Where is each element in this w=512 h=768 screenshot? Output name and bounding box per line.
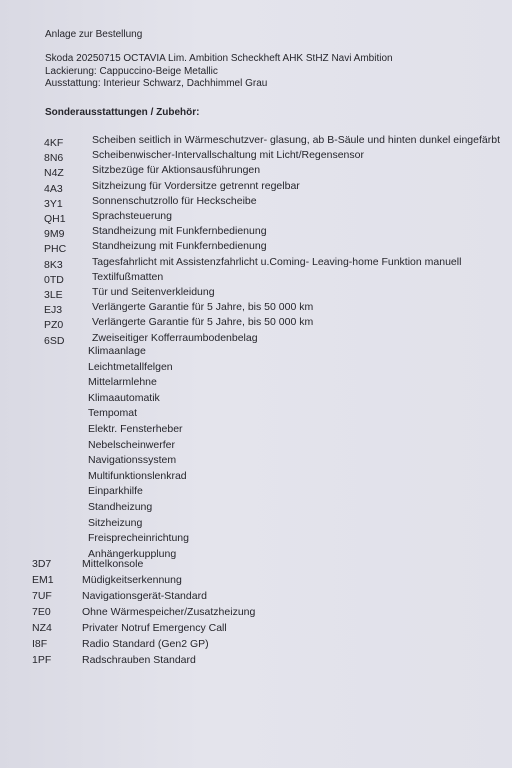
- option-description: Textilfußmatten: [92, 270, 164, 283]
- feature-item: Navigationssystem: [88, 454, 177, 467]
- feature-item: Klimaanlage: [88, 345, 146, 357]
- feature-item: Freisprecheinrichtung: [88, 532, 189, 545]
- feature-item: Tempomat: [88, 407, 138, 420]
- interior-line: Ausstattung: Interieur Schwarz, Dachhimmel Grau: [45, 78, 268, 89]
- option-code: EM1: [32, 574, 54, 586]
- vehicle-line: Skoda 20250715 OCTAVIA Lim. Ambition Scheckheft AHK StHZ Navi Ambition: [45, 53, 393, 64]
- option-code: NZ4: [32, 622, 52, 634]
- feature-item: Klimaautomatik: [88, 391, 160, 404]
- option-description: Standheizung mit Funkfernbedienung: [92, 225, 267, 238]
- option-description: Sitzbezüge für Aktionsausführungen: [92, 164, 261, 177]
- option-description: Ohne Wärmespeicher/Zusatzheizung: [82, 606, 256, 618]
- option-description: Sonnenschutzrollo für Heckscheibe: [92, 194, 257, 207]
- feature-item: Leichtmetallfelgen: [88, 360, 173, 373]
- feature-item: Anhängerkupplung: [88, 547, 177, 560]
- option-code: 4A3: [44, 182, 63, 195]
- feature-item: Mittelarmlehne: [88, 376, 157, 389]
- option-description: Zweiseitiger Kofferraumbodenbelag: [92, 331, 258, 344]
- option-code: 1PF: [32, 654, 52, 666]
- option-description: Verlängerte Garantie für 5 Jahre, bis 50 000 km: [92, 316, 314, 329]
- feature-item: Elektr. Fensterheber: [88, 423, 183, 435]
- option-code: EJ3: [44, 304, 63, 317]
- option-code: 3LE: [44, 289, 63, 301]
- option-code: 4KF: [44, 137, 64, 149]
- option-description: Tagesfahrlicht mit Assistenzfahrlicht u.Coming- Leaving-home Funktion manuell: [92, 255, 462, 268]
- option-code: 9M9: [44, 228, 65, 241]
- option-code: 7E0: [32, 606, 51, 618]
- option-code: N4Z: [44, 167, 64, 180]
- feature-item: Standheizung: [88, 501, 153, 513]
- option-description: Verlängerte Garantie für 5 Jahre, bis 50 000 km: [92, 301, 314, 314]
- option-code: 8N6: [44, 152, 64, 165]
- option-code: 3Y1: [44, 197, 63, 210]
- option-description: Radschrauben Standard: [82, 654, 196, 666]
- option-description: Scheiben seitlich in Wärmeschutzver- glasung, ab B-Säule und hinten dunkel eingefärbt: [92, 134, 500, 146]
- document-title: Anlage zur Bestellung: [45, 29, 143, 40]
- option-description: Tür und Seitenverkleidung: [92, 286, 215, 298]
- option-description: Sprachsteuerung: [92, 210, 172, 222]
- option-code: PZ0: [44, 319, 64, 332]
- option-code: I8F: [32, 638, 48, 650]
- option-description: Scheibenwischer-Intervallschaltung mit Licht/Regensensor: [92, 149, 364, 162]
- option-code: 3D7: [32, 558, 52, 570]
- option-code: 0TD: [44, 273, 64, 286]
- option-code: 8K3: [44, 258, 63, 271]
- paint-line: Lackierung: Cappuccino-Beige Metallic: [45, 66, 218, 77]
- option-code: QH1: [44, 213, 66, 225]
- option-description: Radio Standard (Gen2 GP): [82, 638, 209, 650]
- option-description: Standheizung mit Funkfernbedienung: [92, 240, 267, 253]
- option-code: 7UF: [32, 590, 52, 602]
- feature-item: Einparkhilfe: [88, 485, 143, 498]
- option-description: Navigationsgerät-Standard: [82, 590, 207, 602]
- option-description: Mittelkonsole: [82, 558, 144, 570]
- feature-item: Multifunktionslenkrad: [88, 469, 187, 482]
- feature-item: Sitzheizung: [88, 516, 143, 529]
- option-description: Sitzheizung für Vordersitze getrennt regelbar: [92, 179, 300, 192]
- feature-item: Nebelscheinwerfer: [88, 438, 175, 451]
- option-description: Privater Notruf Emergency Call: [82, 622, 227, 634]
- option-description: Müdigkeitserkennung: [82, 574, 182, 586]
- section-heading: Sonderausstattungen / Zubehör:: [45, 107, 200, 118]
- option-code: PHC: [44, 243, 67, 256]
- option-code: 6SD: [44, 334, 65, 347]
